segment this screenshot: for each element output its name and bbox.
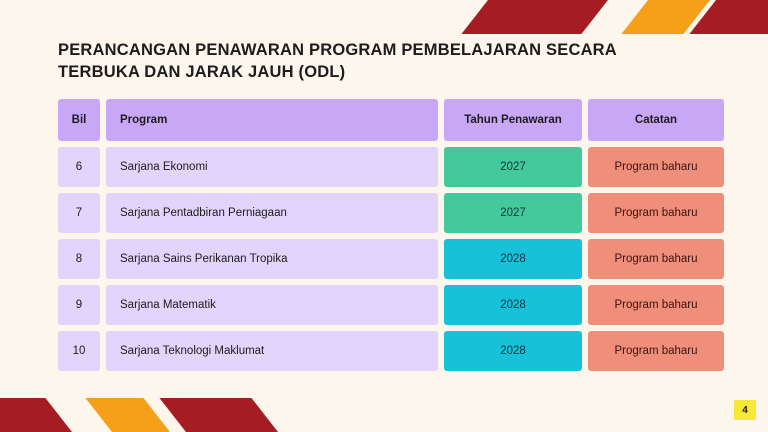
cell-program: Sarjana Sains Perikanan Tropika [106,239,438,279]
table-row [58,147,724,187]
cell-program: Sarjana Pentadbiran Perniagaan [106,193,438,233]
column-header-program: Program [106,99,438,141]
page-number: 4 [734,400,756,420]
cell-catatan: Program baharu [588,147,724,187]
column-header-bil: Bil [58,99,100,141]
table-row [58,193,724,233]
cell-bil: 9 [58,285,100,325]
cell-catatan: Program baharu [588,285,724,325]
cell-tahun: 2028 [444,285,582,325]
table-header-row [58,99,724,141]
table-row [58,331,724,371]
cell-program: Sarjana Teknologi Maklumat [106,331,438,371]
cell-tahun: 2027 [444,147,582,187]
decor-ribbon-top-red-1 [461,0,608,34]
column-header-tahun: Tahun Penawaran [444,99,582,141]
decor-ribbon-bottom-red-2 [159,398,278,432]
cell-tahun: 2027 [444,193,582,233]
cell-bil: 8 [58,239,100,279]
odl-program-table [58,99,724,377]
column-header-catatan: Catatan [588,99,724,141]
cell-catatan: Program baharu [588,193,724,233]
cell-bil: 7 [58,193,100,233]
cell-catatan: Program baharu [588,331,724,371]
slide-title: PERANCANGAN PENAWARAN PROGRAM PEMBELAJARAN SECARA TERBUKA DAN JARAK JAUH (ODL) [58,41,617,81]
cell-tahun: 2028 [444,239,582,279]
cell-program: Sarjana Ekonomi [106,147,438,187]
decor-ribbon-bottom-red-1 [0,398,72,432]
cell-program: Sarjana Matematik [106,285,438,325]
cell-catatan: Program baharu [588,239,724,279]
decor-ribbon-bottom-orange [85,398,170,432]
cell-bil: 10 [58,331,100,371]
cell-tahun: 2028 [444,331,582,371]
table-row [58,285,724,325]
cell-bil: 6 [58,147,100,187]
table-row [58,239,724,279]
